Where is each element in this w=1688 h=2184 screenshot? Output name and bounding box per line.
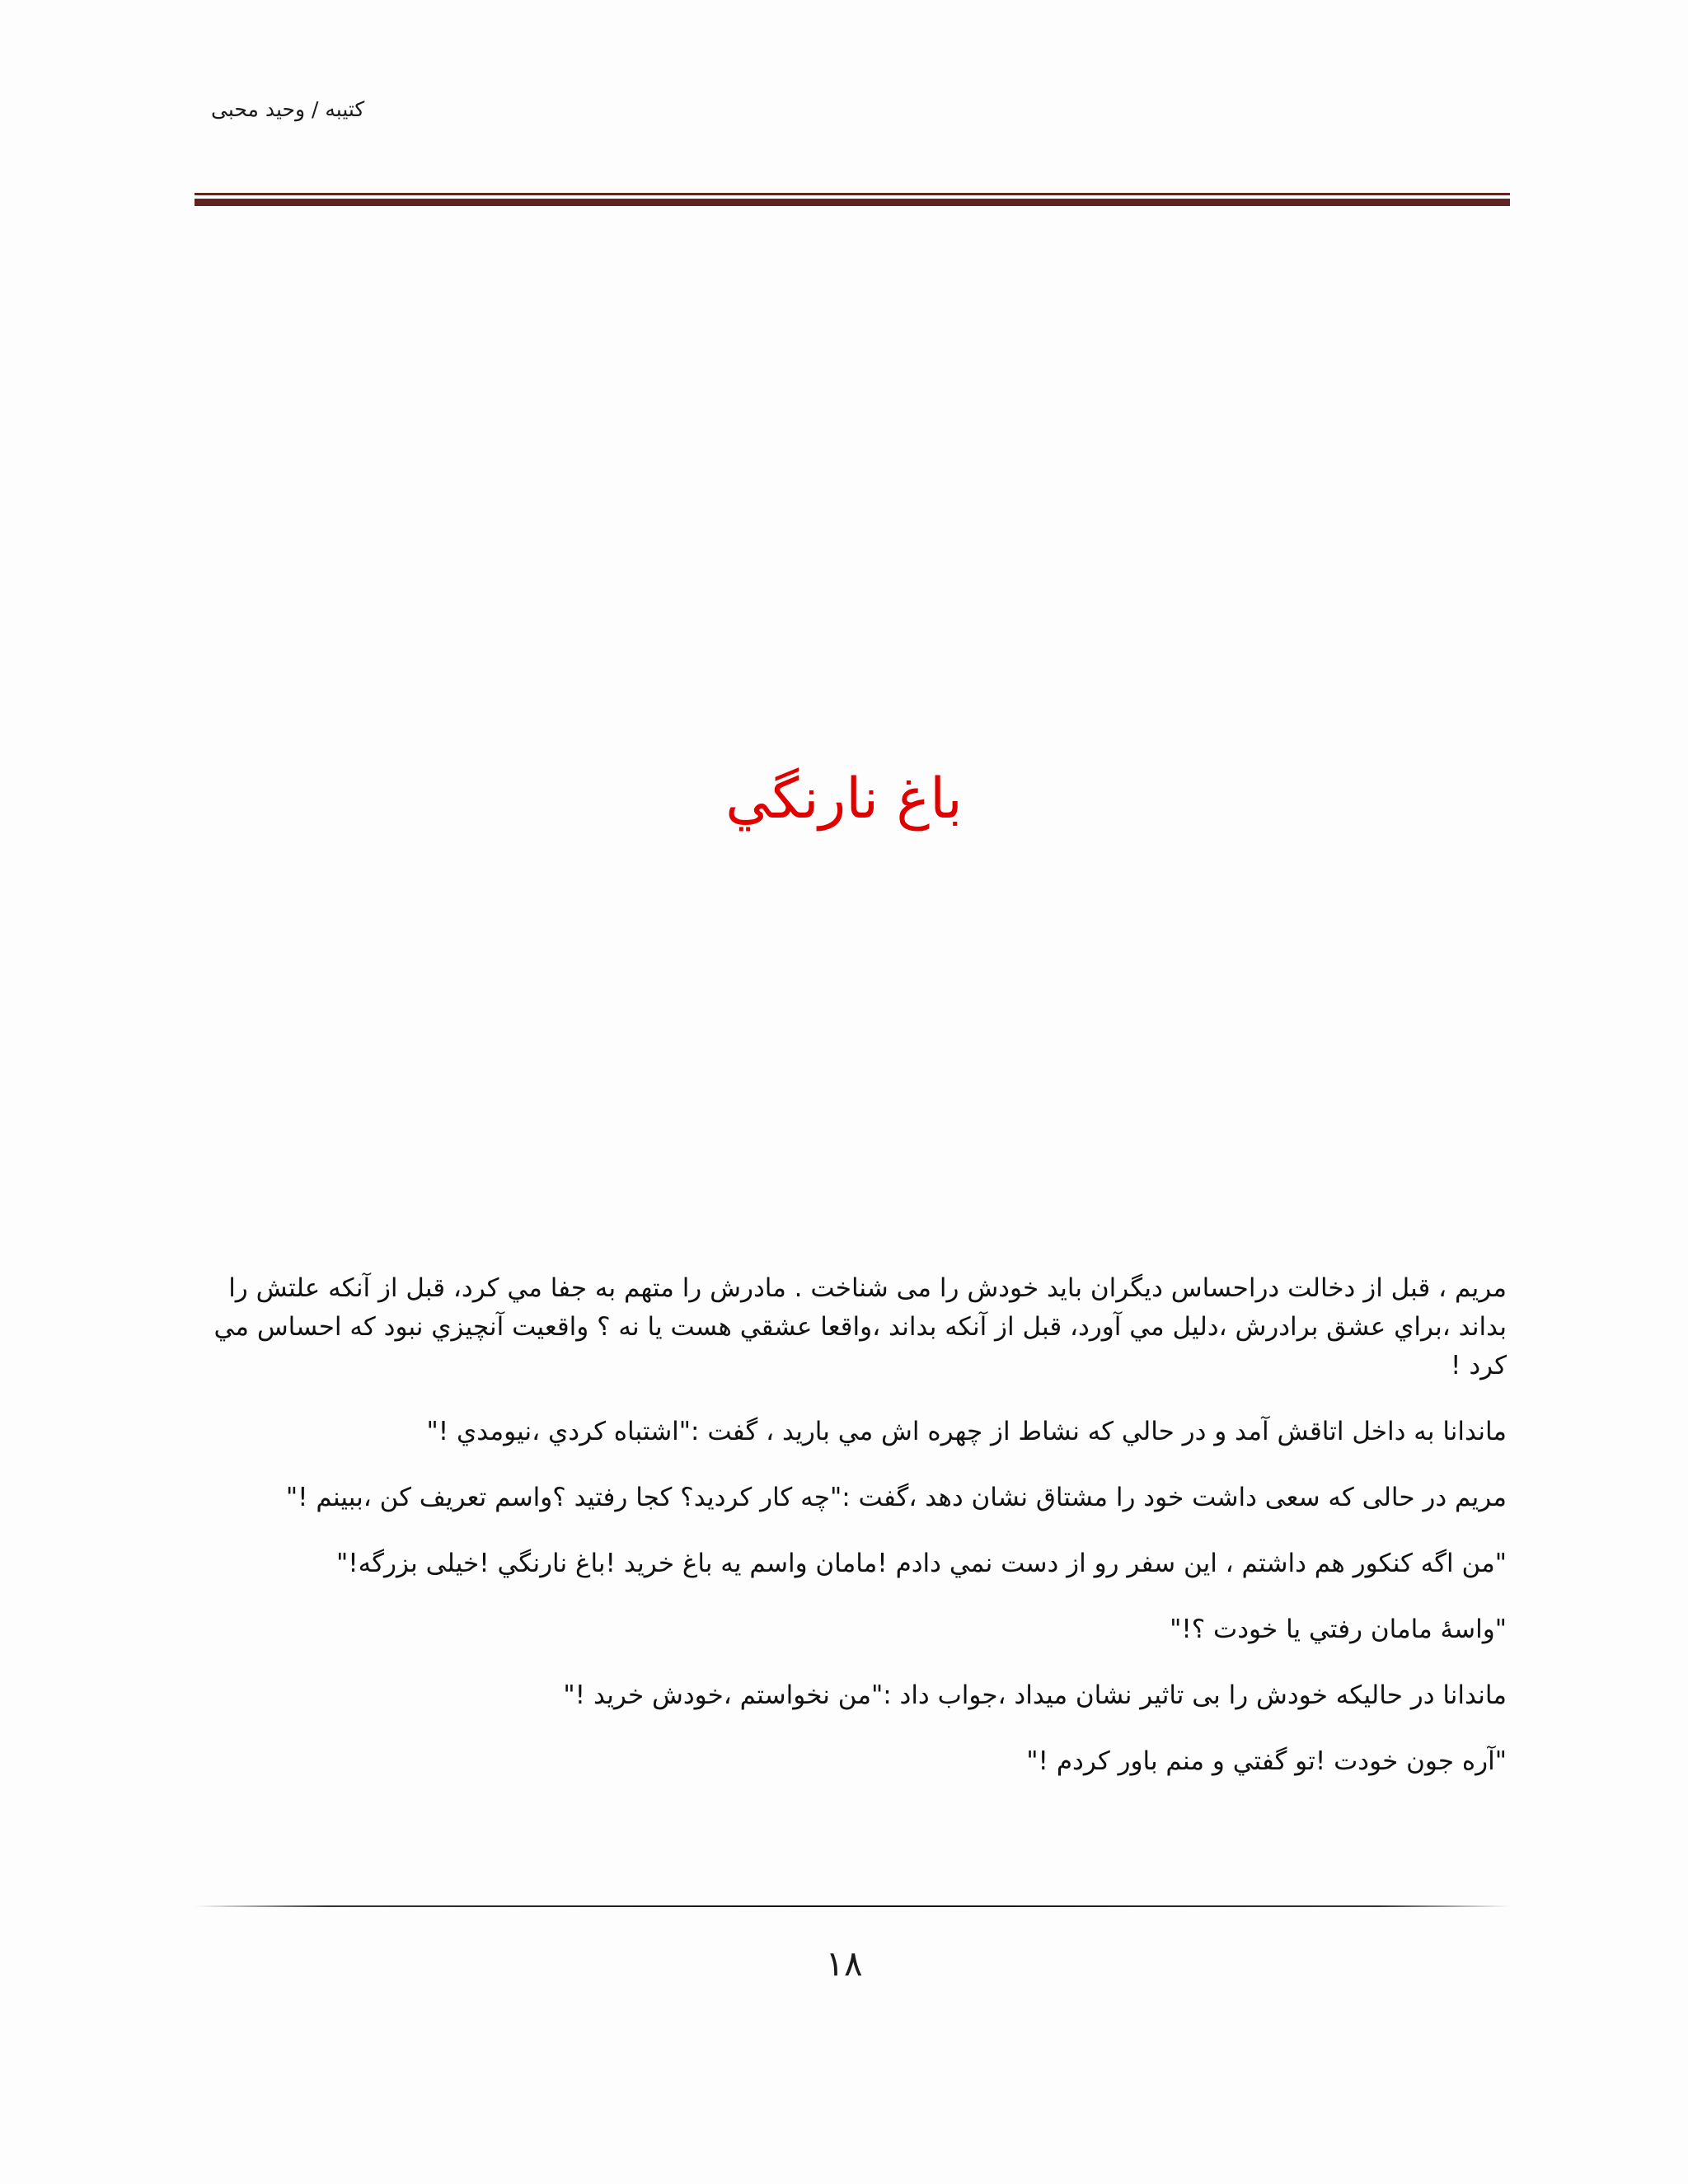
chapter-title: باغ نارنگي <box>725 766 963 832</box>
paragraph: ماندانا به داخل اتاقش آمد و در حالي كه نشاط از چهره اش مي باريد ، گفت :"اشتباه كردي ،نيومدي !" <box>426 1417 1507 1446</box>
paragraph: "آره جون خودت !تو گفتي و منم باور كردم !" <box>1026 1746 1507 1776</box>
header-divider <box>195 193 1510 206</box>
footer-divider <box>195 1905 1510 1907</box>
body-text <box>209 1269 1507 1808</box>
running-header: کتیبه / وحید محبی <box>211 97 365 121</box>
paragraph: "من اگه كنكور هم داشتم ، اين سفر رو از دست نمي دادم !مامان واسم يه باغ خريد !باغ نارنگي !خيلی بزرگه!" <box>335 1549 1507 1578</box>
paragraph: ماندانا در حاليكه خودش را بی تاثير نشان ميداد ،جواب داد :"من نخواستم ،خودش خريد !" <box>563 1680 1507 1710</box>
paragraph: "واسۀ مامان رفتي يا خودت ؟!" <box>1170 1615 1507 1644</box>
header-divider-thick-line <box>195 199 1510 206</box>
paragraph: مريم در حالی كه سعی داشت خود را مشتاق نشان دهد ،گفت :"چه كار كرديد؟ كجا رفتيد ؟واسم تعريف كن ،ببينم !" <box>285 1483 1507 1512</box>
paragraph: مريم ، قبل از دخالت دراحساس ديگران بايد خودش را می شناخت . مادرش را متهم به جفا مي كرد، قبل از آنكه علتش را بداند ،براي عشق برادرش ،دليل مي آورد، قبل از آنكه بداند ،واقعا عشقي هست يا نه ؟ واقعيت آنچيزي نبود كه احساس مي كرد ! <box>213 1273 1507 1380</box>
page-number: ۱۸ <box>825 1943 863 1984</box>
